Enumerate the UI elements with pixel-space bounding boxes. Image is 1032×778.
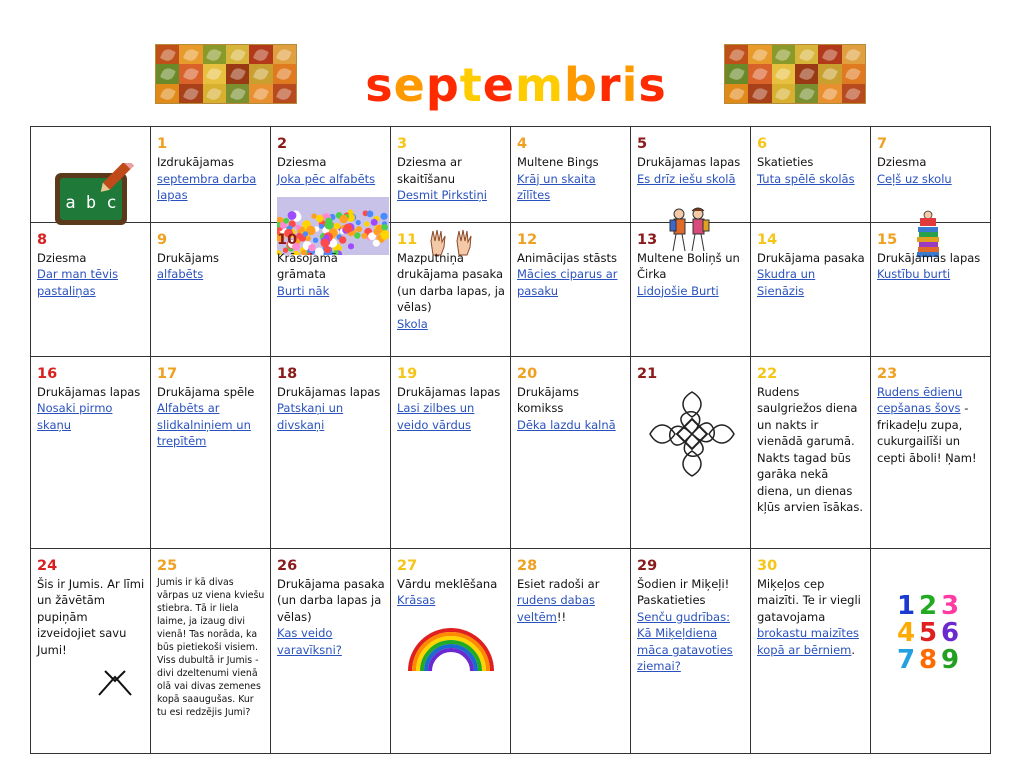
day-text: Drukājamas lapas [277,384,381,399]
day-text: Drukājams [157,250,220,265]
day-cell-8 [31,222,151,356]
day-number: 28 [517,557,538,574]
title-letter: s [638,58,667,112]
day-cell-22 [751,356,871,548]
day-cell-12 [511,222,631,356]
day-cell-2 [271,127,391,223]
day-text: Skatieties [757,155,814,169]
number-digit: 8 [918,644,938,675]
day-text: Šodien ir Miķeļi! Paskatieties [637,576,730,608]
day-link[interactable]: Ceļš uz skolu [877,171,952,186]
day-link[interactable]: Lasi zilbes un veido vārdus [397,401,475,432]
day-number: 23 [877,365,898,382]
day-cell-30 [751,548,871,753]
day-link[interactable]: Skola [397,316,428,331]
day-cell-21 [631,356,751,548]
day-text-after: - frikadeļu zupa, cukurgailīši un cepti āboli! Ņam! [877,401,977,465]
day-text: Rudens saulgriežos diena un nakts ir vienādā garumā. Nakts tagad būs garāka nekā diena, un dienas kļūs arvien īsākas. [757,384,863,515]
number-digit: 2 [918,590,938,621]
day-link[interactable]: Patskaņi un divskaņi [277,401,344,432]
day-link[interactable]: Dēka lazdu kalnā [517,417,616,432]
day-link[interactable]: Joka pēc alfabēts [277,171,376,186]
day-link[interactable]: Senču gudrības: Kā Miķeļdiena māca gatavoties ziemai? [637,609,733,674]
day-cell-11 [391,222,511,356]
day-number: 29 [637,557,658,574]
day-link[interactable]: Dar man tēvis pastaliņas [37,267,119,298]
decor-cell [871,548,991,753]
day-cell-28 [511,548,631,753]
day-link[interactable]: Mācies ciparus ar pasaku [517,267,618,298]
title-letter: p [425,58,460,112]
day-cell-26 [271,548,391,753]
day-link[interactable]: Rudens ēdienu cepšanas šovs [877,384,963,416]
numbers-icon [895,590,961,675]
day-cell-4 [511,127,631,223]
day-text: Drukājamas lapas [397,384,501,399]
title-letter: i [621,58,639,112]
day-cell-23 [871,356,991,548]
day-link[interactable]: Krāj un skaita zīlītes [517,171,596,202]
day-text: Drukājams komikss [517,384,580,416]
day-link[interactable]: Lidojošie Burti [637,283,719,298]
title-letter: b [563,58,598,112]
day-cell-19 [391,356,511,548]
day-link[interactable]: Skudra un Sienāzis [757,267,816,298]
day-link[interactable]: alfabēts [157,267,204,281]
number-digit: 7 [896,644,916,675]
day-text [877,384,985,467]
day-link[interactable]: Kas veido varavīksni? [277,626,342,657]
day-number: 11 [397,231,418,248]
day-text: Vārdu meklēšana [397,576,498,591]
day-link[interactable]: Desmit Pirkstiņi [397,188,487,202]
day-cell-10 [271,222,391,356]
day-text: Drukājamas lapas [877,250,981,265]
day-number: 20 [517,365,538,382]
day-number: 12 [517,231,538,248]
day-number: 6 [757,136,768,152]
week-row [31,127,991,223]
week-row [31,222,991,356]
day-text: Mazputniņa drukājama pasaka (un darba lapas, ja vēlas) [397,250,505,314]
day-number: 10 [277,231,298,248]
day-text-after: !! [556,609,567,624]
title-letter: e [393,58,426,112]
day-cell-6 [751,127,871,223]
day-link[interactable]: Krāsas [397,593,436,608]
number-digit: 4 [896,617,916,648]
day-cell-13 [631,222,751,356]
day-link[interactable]: Es drīz iešu skolā [637,171,736,186]
day-number: 2 [277,136,288,152]
day-cell-15 [871,222,991,356]
jumis-symbol-icon [95,667,135,702]
day-number: 27 [397,557,418,574]
day-number: 16 [37,365,58,382]
day-link[interactable]: rudens dabas veltēm [517,593,596,624]
day-text: Animācijas stāsts [517,250,618,265]
day-cell-27 [391,548,511,753]
number-digit: 3 [940,590,960,621]
day-text: Multene Bings [517,155,599,169]
day-cell-5 [631,127,751,223]
heart-flower-puzzle-icon [645,387,739,486]
day-number: 19 [397,365,418,382]
day-text: Esiet radoši ar [517,576,600,591]
decor-cell [31,127,151,223]
day-text: Drukājamas lapas [37,384,141,399]
day-cell-25 [151,548,271,753]
week-row [31,356,991,548]
day-cell-24 [31,548,151,753]
title-letter: e [482,58,515,112]
day-number: 17 [157,365,178,382]
day-number: 7 [877,136,888,152]
day-link[interactable]: Burti nāk [277,283,330,298]
calendar-grid [30,126,991,754]
day-text: Drukājama pasaka (un darba lapas ja vēlas) [277,576,385,624]
day-number: 22 [757,365,778,382]
number-digit: 6 [940,617,960,648]
day-cell-17 [151,356,271,548]
day-text: Dziesma ar skaitīšanu [397,155,462,186]
day-number: 30 [757,557,778,574]
day-cell-1 [151,127,271,223]
number-digit: 1 [896,590,916,621]
day-number: 8 [37,231,48,248]
day-link[interactable]: septembra darba lapas [157,171,257,202]
day-text: Drukājama spēle [157,384,255,399]
title-letter: r [597,58,622,112]
day-cell-18 [271,356,391,548]
day-number: 13 [637,231,658,248]
day-text: Šis ir Jumis. Ar līmi un žāvētām pupiņām izveidojiet savu Jumi! [37,576,145,657]
day-number: 25 [157,557,178,574]
week-row [31,548,991,753]
day-cell-14 [751,222,871,356]
day-text: Dziesma [37,250,87,265]
day-number: 21 [637,365,658,382]
day-text: Multene Boliņš un Čirka [637,250,740,281]
day-link[interactable]: brokastu maizītes kopā ar bērniem [757,626,860,657]
day-number: 26 [277,557,298,574]
number-digit: 9 [940,644,960,675]
day-text: Krāsojamā grāmata [277,250,338,281]
day-number: 18 [277,365,298,382]
day-link[interactable]: Nosaki pirmo skaņu [37,401,113,432]
day-cell-16 [31,356,151,548]
day-text: Miķeļos cep maizīti. Te ir viegli gatavojama [757,576,861,624]
day-cell-9 [151,222,271,356]
day-link-wrap [517,592,625,625]
day-text: Drukājamas lapas [637,155,741,169]
day-number: 1 [157,136,168,152]
day-number: 24 [37,557,58,574]
day-number: 3 [397,136,408,152]
day-number: 14 [757,231,778,248]
number-digit: 5 [918,617,938,648]
day-link[interactable]: Tuta spēlē skolās [757,171,855,186]
day-link-wrap [757,625,865,658]
day-text: Dziesma [877,155,927,169]
day-cell-3 [391,127,511,223]
svg-text:a b c: a b c [65,193,117,213]
day-text: Izdrukājamas [157,155,234,169]
day-number: 9 [157,231,168,248]
day-number: 15 [877,231,898,248]
day-text-after: . [851,642,856,657]
page-title [0,58,1032,112]
day-number: 4 [517,136,528,152]
day-cell-7 [871,127,991,223]
day-link[interactable]: Alfabēts ar slidkalniņiem un trepītēm [157,401,251,449]
day-cell-29 [631,548,751,753]
day-text: Dziesma [277,155,327,169]
day-link[interactable]: Kustību burti [877,267,951,281]
day-text: Drukājama pasaka [757,250,865,265]
title-letter: t [459,58,483,112]
title-letter: s [365,58,394,112]
day-text: Jumis ir kā divas vārpas uz viena kviešu stiebra. Tā ir liela laime, ja izaug divi vienā! Tas norāda, ka būs pietiekoši visiem. Viss dubultā ir Jumis - divi dzeltenumi vienā olā vai divas zemenes kopā saaugušas. Kur tu esi redzējis Jumi? [157,576,265,718]
day-cell-20 [511,356,631,548]
day-number: 5 [637,136,648,152]
title-letter: m [515,58,564,112]
rainbow-icon [406,625,496,676]
